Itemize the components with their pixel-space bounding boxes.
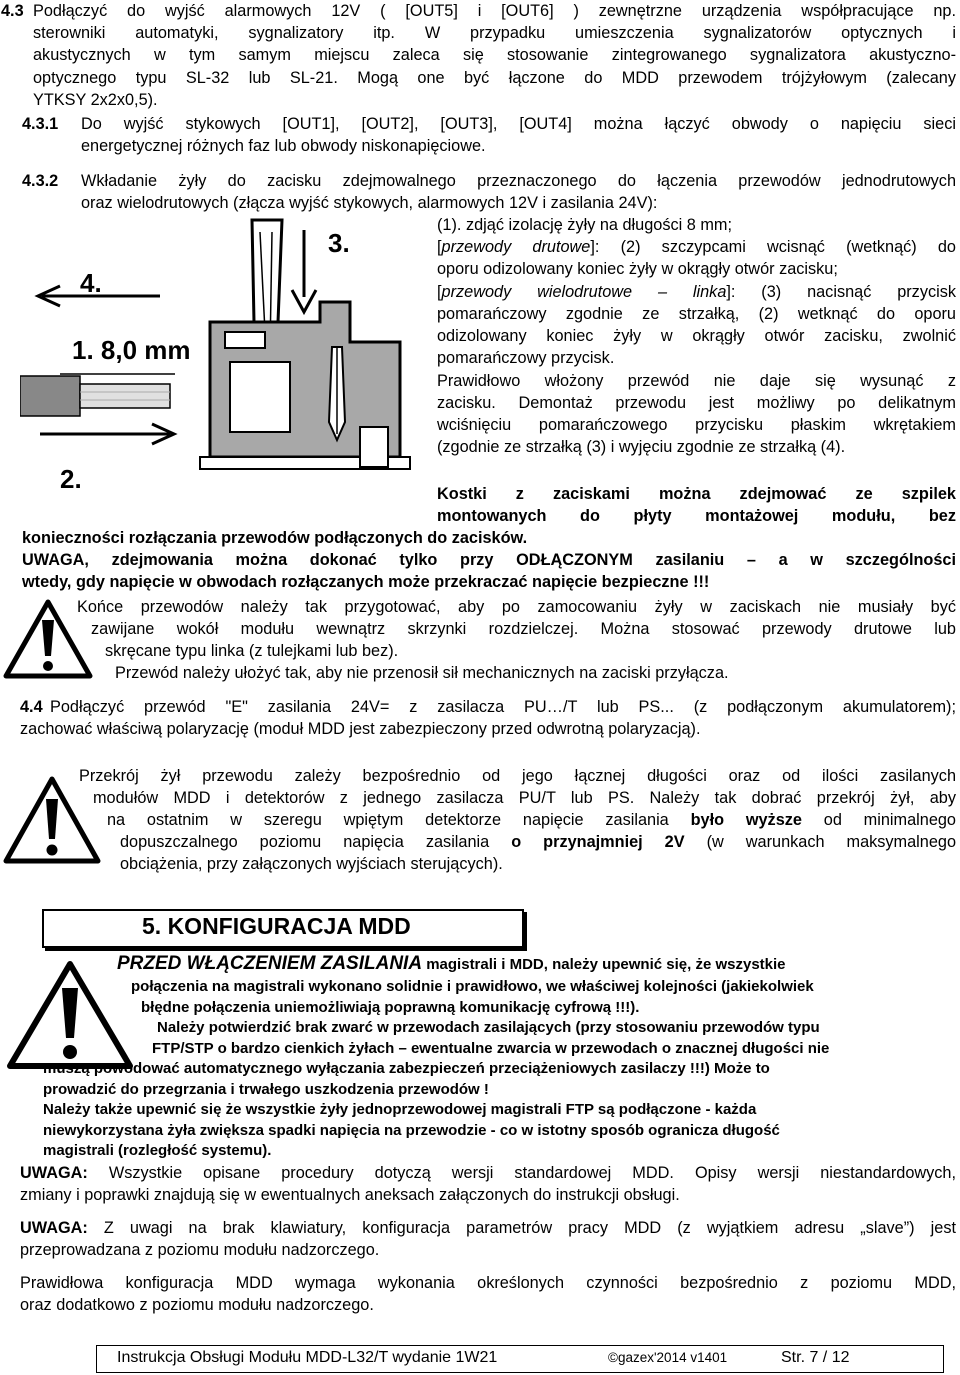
note-configuration: UWAGA: Z uwagi na brak klawiatury, konfiguracja parametrów pracy MDD (z wyjątkiem adresu „slave”) jest — [20, 1219, 956, 1237]
terminal-wiring-figure — [20, 212, 430, 502]
warning-cable-section-line: dopuszczalnego poziomu napięcia zasilania o przynajmniej 2V (w warunkach maksymalnego — [120, 833, 957, 851]
figure-label-2: 2. — [60, 464, 82, 494]
note-configuration: przeprowadzana z poziomu modułu nadzorczego. — [20, 1241, 380, 1259]
config-warning-line: połączenia na magistrali wykonano solidnie i prawidłowo, we właściwej kolejności (jakiekolwiek — [131, 978, 814, 995]
removal-note-line: Kostki z zaciskami można zdejmować ze szpilek — [437, 485, 956, 503]
wiring-note-line: (zgodnie ze strzałką (3) i wyjęciu zgodnie ze strzałką (4). — [437, 438, 846, 456]
wiring-step-stranded: [przewody wielodrutowe – linka]: (3) nacisnąć przycisk — [437, 283, 956, 301]
section-4-3-line: akustycznych w tym samym miejscu zaleca się stosowanie zintegrowanego sygnalizatora akustyczno- — [33, 46, 956, 64]
section-4-3-line: YTKSY 2x2x0,5). — [33, 91, 158, 109]
note-standard-version: zmiany i poprawki znajdują się w ewentualnych aneksach załączonych do instrukcji obsługi. — [20, 1186, 680, 1204]
config-warning-line: PRZED WŁĄCZENIEM ZASILANIA magistrali i MDD, należy upewnić się, że wszystkie — [117, 953, 786, 974]
section-4-4-line: zachować właściwą polaryzację (moduł MDD jest zabezpieczony przed odwrotną polaryzacją). — [20, 720, 701, 738]
config-paragraph: oraz dodatkowo z poziomu modułu nadzorczego. — [20, 1296, 374, 1314]
config-paragraph: Prawidłowa konfiguracja MDD wymaga wykonania określonych czynności bezpośrednio z poziomu MDD, — [20, 1274, 956, 1292]
config-warning-line: błędne połączenia uniemożliwiają poprawną komunikację cyfrową !!!). — [141, 999, 640, 1016]
footer-copyright: ©gazex'2014 v1401 — [608, 1350, 728, 1365]
section-4-3-1-line: Do wyjść stykowych [OUT1], [OUT2], [OUT3], [OUT4] można łączyć obwody o napięciu sieci — [81, 115, 956, 133]
config-warning-line: Należy potwierdzić brak zwarć w przewodach zasilających (przy stosowaniu przewodów typu — [157, 1019, 820, 1036]
wiring-step-solid-cont: oporu odizolowany koniec żyły w okrągły otwór zacisku; — [437, 260, 838, 278]
warning-cable-section-line: Przekrój żył przewodu zależy bezpośrednio od jego łącznej długości oraz od ilości zasilanych — [79, 767, 956, 785]
warning-disconnect-line: wtedy, gdy napięcie w obwodach rozłączanych może przekraczać napięcie bezpieczne !!! — [22, 573, 710, 591]
config-warning-line: prowadzić do przegrzania i trwałego uszkodzenia przewodów ! — [43, 1081, 489, 1098]
wiring-step-stranded-cont: pomarańczowy przycisk. — [437, 349, 615, 367]
arrow-down-icon — [292, 230, 316, 312]
section-4-3-number: 4.3 — [1, 2, 24, 20]
cable-icon — [20, 376, 170, 416]
warning-cable-section-line: modułów MDD i detektorów z jednego zasilacza PU/T lub PS. Należy tak dobrać przekrój żył, aby — [93, 789, 956, 807]
config-warning-line: niewykorzystana żyła zwiększa spadki napięcia na przewodzie - co w istotny sposób ogranicza długość — [43, 1122, 780, 1139]
section-4-4-line: Podłączyć przewód "E" zasilania 24V= z zasilacza PU…/T lub PS... (z podłączonym akumulatorem); — [50, 698, 956, 716]
warning-wire-prep-line: Końce przewodów należy tak przygotować, aby po zamocowaniu żyły w zaciskach nie musiały być — [77, 598, 956, 616]
warning-wire-prep-line: zawijane wokół modułu wewnątrz skrzynki rozdzielczej. Można stosować przewody drutowe lub — [91, 620, 956, 638]
section-4-3-1-line: energetycznej różnych faz lub obwody niskonapięciowe. — [81, 137, 486, 155]
footer-page-number: Str. 7 / 12 — [781, 1349, 850, 1366]
figure-label-1: 1. 8,0 mm — [72, 335, 191, 365]
wiring-note-line: zacisku. Demontaż przewodu jest możliwy po delikatnym — [437, 394, 956, 412]
wiring-step-stranded-cont: odizolowany koniec żyły w okrągły otwór zacisku, zwolnić — [437, 327, 956, 345]
section-4-4-number: 4.4 — [20, 698, 43, 716]
arrow-right-icon — [40, 424, 174, 444]
figure-label-3: 3. — [328, 228, 350, 258]
section-4-3-2-line: Wkładanie żyły do zacisku zdejmowalnego przeznaczonego do łączenia przewodów jednodrutowych — [81, 172, 956, 190]
figure-label-4: 4. — [80, 268, 102, 298]
section-4-3-2-line: oraz wielodrutowych (złącza wyjść stykowych, alarmowych 12V i zasilania 24V): — [81, 194, 658, 212]
config-warning-line: FTP/STP o bardzo cienkich żyłach – ewentualne zwarcia w przewodach o znacznej długości nie — [152, 1040, 830, 1057]
config-warning-line: magistrali (rozległość systemu). — [43, 1142, 272, 1159]
config-warning-line: muszą powodować automatycznego wyłączania zabezpieczeń przeciążeniowych zasilaczy !!!) Może to — [43, 1060, 770, 1077]
wiring-step-1: (1). zdjąć izolację żyły na długości 8 mm; — [437, 216, 732, 234]
removal-note-line: konieczności rozłączania przewodów podłączonych do zacisków. — [22, 529, 528, 547]
wiring-step-stranded-cont: pomarańczowy zgodnie ze strzałką, (2) wetknąć do oporu — [437, 305, 956, 323]
warning-wire-prep-line: skręcane typu linka (z tulejkami lub bez). — [105, 642, 399, 660]
section-4-3-2-number: 4.3.2 — [22, 172, 59, 190]
warning-wire-prep-line: Przewód należy ułożyć tak, aby nie przenosił sił mechanicznych na zaciski przyłącza. — [115, 664, 729, 682]
removal-note-line: montowanych do płyty montażowej modułu, bez — [437, 507, 956, 525]
config-warning-line: Należy także upewnić się że wszystkie żyły jednoprzewodowej magistrali FTP są podłączone - każda — [43, 1101, 757, 1118]
section-4-3-line: optycznego typu SL-32 lub SL-21. Mogą one być łączone do MDD przewodem trójżyłowym (zalecany — [33, 69, 956, 87]
wiring-step-solid: [przewody drutowe]: (2) szczypcami wcisnąć (wetknąć) do — [437, 238, 956, 256]
section-4-3-line: sterowniki automatyki, sygnalizatory itp. W przypadku umieszczenia sygnalizatorów optycznych i — [33, 24, 956, 42]
warning-triangle-icon — [2, 775, 102, 865]
section-4-3-1-number: 4.3.1 — [22, 115, 59, 133]
warning-cable-section-line: obciążenia, przy załączonych wyjściach sterujących). — [120, 855, 503, 873]
wiring-note-line: Prawidłowo włożony przewód nie daje się wysunąć z — [437, 372, 956, 390]
terminal-block — [200, 302, 410, 469]
warning-cable-section-line: na ostatnim w szeregu wpiętym detektorze napięcie zasilania było wyższe od minimalnego — [107, 811, 956, 829]
note-standard-version: UWAGA: Wszystkie opisane procedury dotyczą wersji standardowej MDD. Opisy wersji niestandardowych, — [20, 1164, 956, 1182]
section-title: 5. KONFIGURACJA MDD — [142, 913, 411, 939]
wiring-note-line: wciśnięciu pomarańczowego przycisku płaskim wkrętakiem — [437, 416, 956, 434]
warning-disconnect-line: UWAGA, zdejmowania można dokonać tylko przy ODŁĄCZONYM zasilaniu – a w szczególności — [22, 551, 956, 569]
section-4-3-line: Podłączyć do wyjść alarmowych 12V ( [OUT5] i [OUT6] ) zewnętrzne urządzenia współpracujące np. — [33, 2, 956, 20]
warning-triangle-icon — [6, 960, 134, 1070]
footer-title: Instrukcja Obsługi Modułu MDD-L32/T wydanie 1W21 — [117, 1349, 498, 1366]
